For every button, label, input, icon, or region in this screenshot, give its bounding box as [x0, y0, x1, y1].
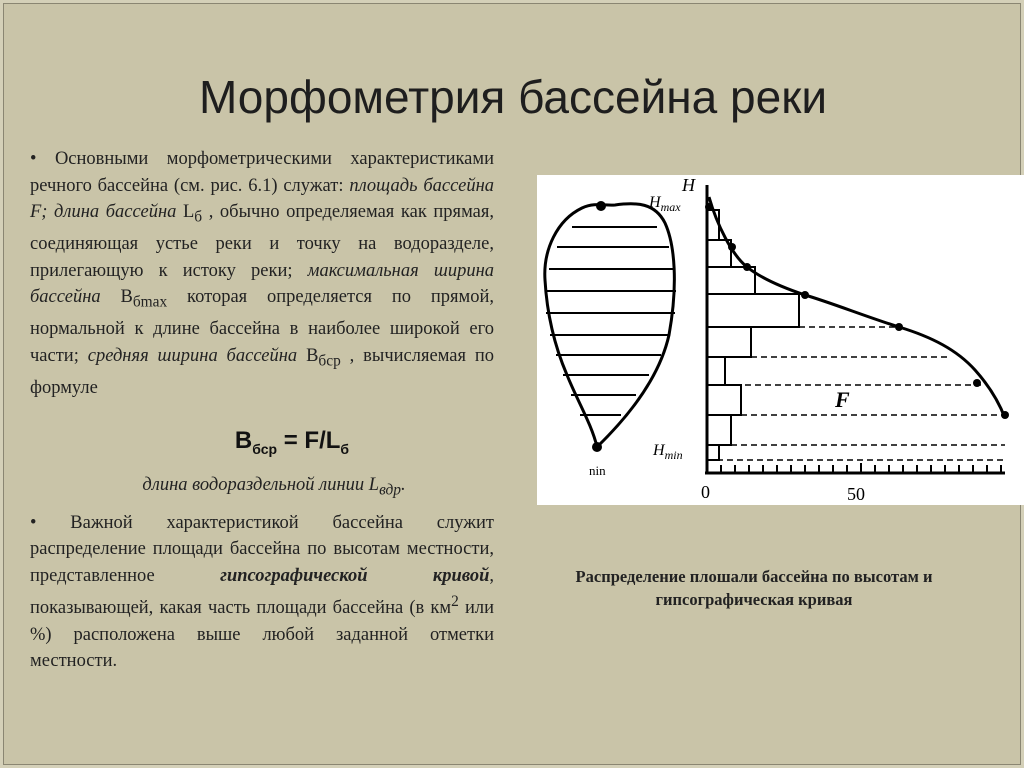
area-bars — [707, 210, 799, 460]
paragraph-hypsography — [30, 510, 494, 675]
symbol-sub: бср — [318, 352, 341, 370]
watershed-line-text: длина водораздельной линии $L_{вдр}$. — [142, 474, 406, 499]
label-0: 0 — [701, 482, 710, 502]
text-span: или %) расположена выше любой заданной отметки местности. — [30, 598, 494, 672]
basin-contours — [545, 227, 676, 415]
symbol-B: В — [120, 287, 133, 308]
label-nin: nin — [589, 463, 606, 478]
label-F: F — [835, 387, 850, 412]
text-italic: средняя ширина бассейна — [87, 345, 307, 366]
text-span: которая определяется по прямой, нормальной к длине бассейна в наиболее широкой его части; — [30, 287, 494, 366]
text-bold-italic: гипсографической кривой — [220, 565, 490, 586]
superscript: 2 — [451, 593, 459, 611]
curve-points — [705, 203, 1009, 419]
slide — [3, 3, 1021, 765]
bullet: • — [30, 512, 37, 533]
label-Hmin: $H_{min}$ — [653, 442, 683, 462]
symbol-B: В — [306, 345, 319, 366]
hypsographic-figure — [537, 175, 1024, 505]
page-title: Морфометрия бассейна реки — [198, 71, 828, 123]
formula: $В_{бср} = F/L_б$ — [234, 426, 350, 457]
basin-outline — [545, 204, 675, 447]
text-span: , показывающей, какая часть площади бассейна (в км — [30, 565, 494, 619]
bullet: • — [30, 149, 37, 169]
text-italic: площадь бассейна F; длина бассейна — [30, 175, 494, 222]
paragraph-morphometry — [30, 146, 494, 402]
source-point — [596, 201, 606, 211]
x-axis-ticks — [721, 463, 1001, 473]
text-span: , вычисляемая по формуле — [30, 345, 495, 399]
text-span: Важной характеристикой бассейна служит распределение площади бассейна по высотам местности, представленное — [30, 512, 494, 586]
symbol-sub: б — [194, 208, 203, 226]
body-text — [30, 146, 494, 675]
text-span: Основными морфометрическими характеристиками речного бассейна (см. рис. 6.1) служат: — [30, 149, 494, 196]
outlet-point — [592, 442, 602, 452]
label-H: H — [682, 175, 695, 195]
label-Hmax: $H_{max}$ — [649, 194, 681, 214]
figure-caption: Распределение плошали бассейна по высотам и гипсографическая кривая — [575, 567, 933, 609]
area-dashes — [719, 240, 1005, 445]
label-50: 50 — [847, 484, 865, 504]
text-italic: максимальная ширина бассейна — [30, 260, 494, 308]
text-span: , обычно определяемая как прямая, соединяющая устье реки и точку на водоразделе, прилегающую к истоку реки; — [30, 202, 494, 281]
symbol-L: L — [182, 202, 195, 222]
figure-svg — [537, 175, 1024, 505]
symbol-sub: бmax — [132, 293, 168, 311]
